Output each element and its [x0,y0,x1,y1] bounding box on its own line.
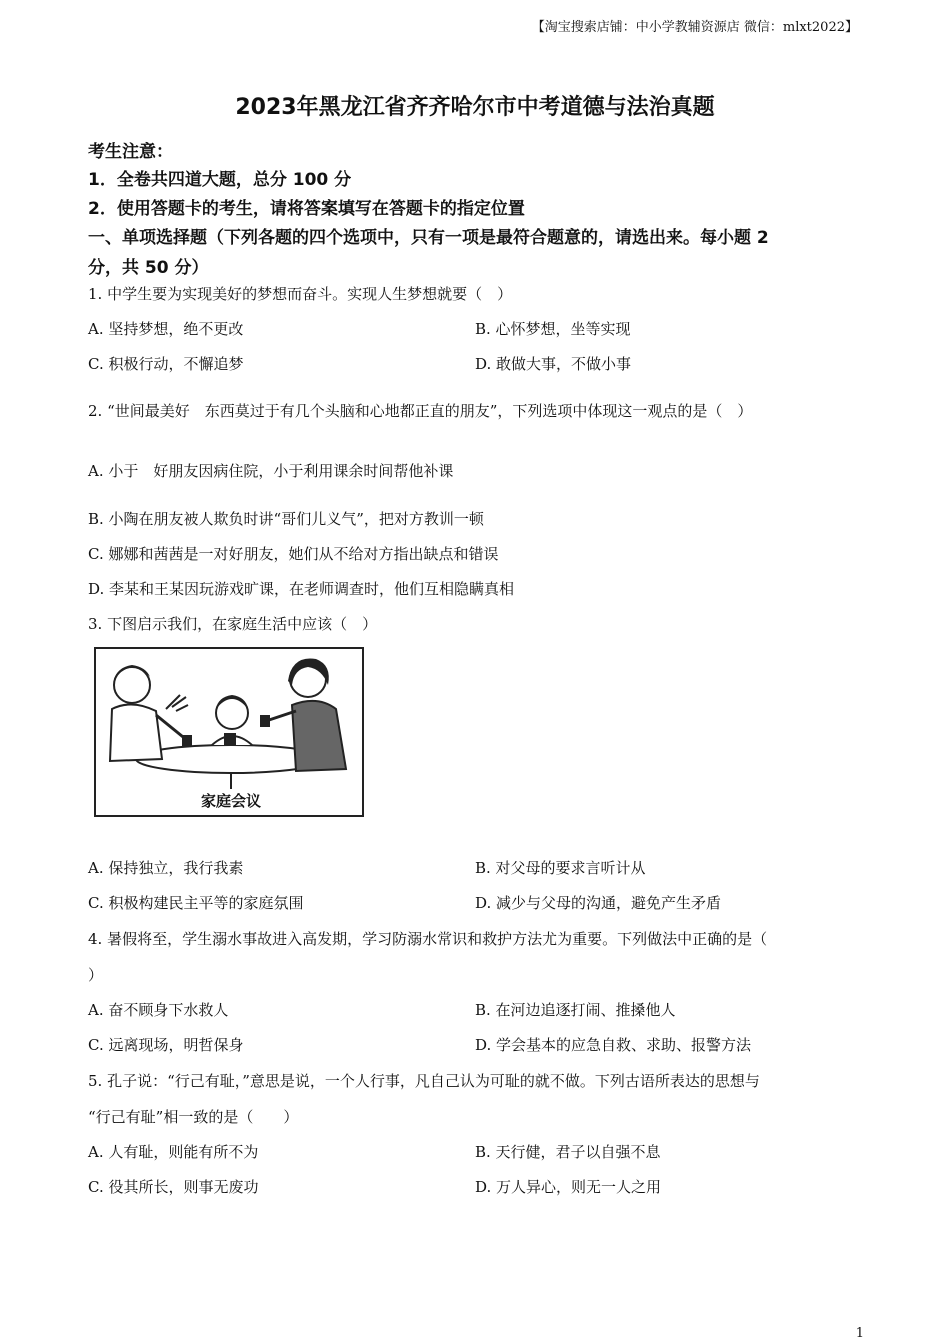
notice-heading: 考生注意： [88,142,173,162]
page-header: 【淘宝搜索店铺：中小学教辅资源店 微信：mlxt2022】 [531,20,858,35]
question-5-option-b: B. 天行健，君子以自强不息 [475,1143,661,1161]
question-3-option-c: C. 积极构建民主平等的家庭氛围 [88,894,304,912]
question-5-stem-continued: “行己有耻”相一致的是（ ） [88,1108,299,1126]
question-3-option-d: D. 减少与父母的沟通，避免产生矛盾 [475,894,722,912]
question-4-stem-continued: ） [88,966,104,984]
question-2-option-d: D. 李某和王某因玩游戏旷课，在老师调查时，他们互相隐瞒真相 [88,580,515,598]
question-1-option-d: D. 敢做大事，不做小事 [475,355,632,373]
question-4-option-d: D. 学会基本的应急自救、求助、报警方法 [475,1036,752,1054]
question-1-option-c: C. 积极行动，不懈追梦 [88,355,244,373]
question-2-stem: 2. “世间最美好 东西莫过于有几个头脑和心地都正直的朋友”，下列选项中体现这一观点的是（ ） [88,402,753,420]
question-4-option-c: C. 远离现场，明哲保身 [88,1036,244,1054]
question-1-option-a: A. 坚持梦想，绝不更改 [88,320,244,338]
illustration-caption: 家庭会议 [200,792,261,810]
question-2-option-a: A. 小于 好朋友因病住院，小于利用课余时间帮他补课 [88,462,454,480]
notice-item-1: 1．全卷共四道大题，总分 100 分 [88,170,352,190]
question-4-option-b: B. 在河边追逐打闹、推搡他人 [475,1001,676,1019]
question-1-option-b: B. 心怀梦想，坐等实现 [475,320,631,338]
question-5-stem: 5. 孔子说：“行己有耻，”意思是说，一个人行事，凡自己认为可耻的就不做。下列古语所表达的思想与 [88,1072,760,1090]
family-meeting-illustration [94,647,364,817]
section-heading-line2: 分，共 50 分） [88,258,209,278]
page-number: 1 [855,1326,864,1341]
question-5-option-d: D. 万人异心，则无一人之用 [475,1178,662,1196]
page-title: 2023年黑龙江省齐齐哈尔市中考道德与法治真题 [235,95,715,120]
question-1-stem: 1. 中学生要为实现美好的梦想而奋斗。实现人生梦想就要（ ） [88,285,513,303]
section-heading-line1: 一、单项选择题（下列各题的四个选项中，只有一项是最符合题意的，请选出来。每小题 2 [88,228,769,248]
question-5-option-c: C. 役其所长，则事无废功 [88,1178,259,1196]
question-3-stem: 3. 下图启示我们，在家庭生活中应该（ ） [88,615,378,633]
question-4-stem: 4. 暑假将至，学生溺水事故进入高发期，学习防溺水常识和救护方法尤为重要。下列做法中正确的是（ [88,930,768,948]
question-4-option-a: A. 奋不顾身下水救人 [88,1001,229,1019]
question-2-option-c: C. 娜娜和茜茜是一对好朋友，她们从不给对方指出缺点和错误 [88,545,499,563]
question-2-option-b: B. 小陶在朋友被人欺负时讲“哥们儿义气”，把对方教训一顿 [88,510,484,528]
question-5-option-a: A. 人有耻，则能有所不为 [88,1143,259,1161]
notice-item-2: 2．使用答题卡的考生，请将答案填写在答题卡的指定位置 [88,199,525,219]
question-3-option-a: A. 保持独立，我行我素 [88,859,244,877]
question-3-option-b: B. 对父母的要求言听计从 [475,859,646,877]
